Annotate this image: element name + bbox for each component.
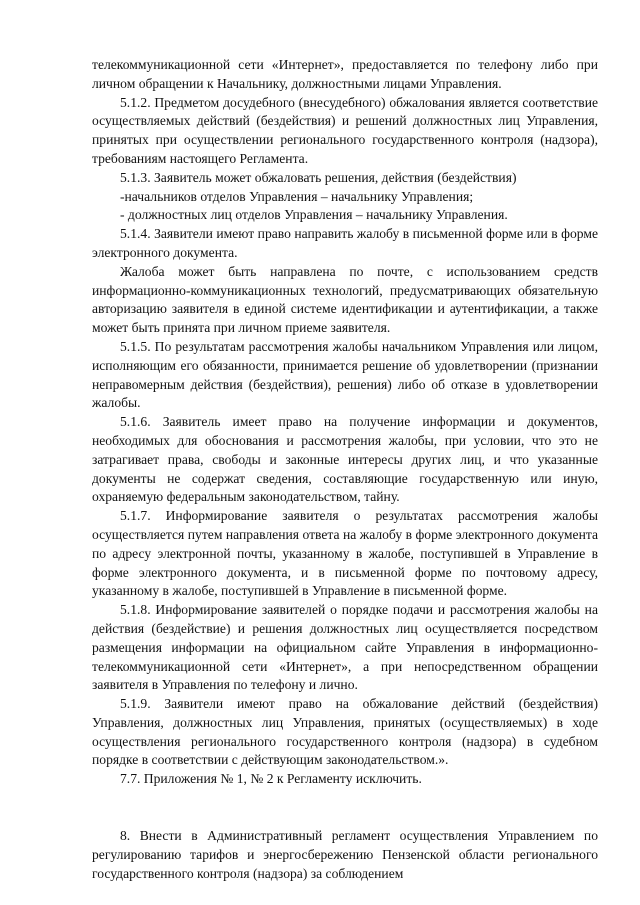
paragraph-5-1-2: 5.1.2. Предметом досудебного (внесудебного) обжалования является соответствие осуществляемых действий (бездействия) и решений должностных лиц Управления, принятых при осуществлении регионального государственного контроля (надзора), требованиям настоящего Регламента. — [92, 94, 598, 166]
paragraph-5-1-6: 5.1.6. Заявитель имеет право на получение информации и документов, необходимых для обоснования и рассмотрения жалобы, при условии, что это не затрагивает права, свободы и законные интересы других лиц, и что указанные документы не содержат сведения, составляющие государственную или иную, охраняемую федеральным законодательством, тайну. — [92, 414, 598, 505]
paragraph-continuation: телекоммуникационной сети «Интернет», предоставляется по телефону либо при личном обращении к Начальнику, должностными лицами Управления. — [92, 57, 598, 91]
paragraph-spacer — [92, 789, 598, 827]
paragraph-7-7: 7.7. Приложения № 1, № 2 к Регламенту исключить. — [120, 771, 422, 787]
paragraph-5-1-3: 5.1.3. Заявитель может обжаловать решения, действия (бездействия) — [120, 169, 517, 185]
paragraph-5-1-4: 5.1.4. Заявители имеют право направить жалобу в письменной форме или в форме электронного документа. — [92, 226, 598, 260]
paragraph-5-1-7: 5.1.7. Информирование заявителя о результатах рассмотрения жалобы осуществляется путем направления ответа на жалобу в форме электронного документа по адресу электронной почты, указанному в жалобе, поступившей в Управление в форме электронного документа, и в письменной форме по почтовому адресу, указанному в жалобе, поступившей в Управление в письменной форме. — [92, 508, 598, 599]
list-item-department-heads: -начальников отделов Управления – начальнику Управления; — [120, 188, 474, 204]
paragraph-complaint-submission: Жалоба может быть направлена по почте, с использованием средств информационно-коммуникационных технологий, предусматривающих обязательную авторизацию заявителя в единой системе идентификации и аутентификации, а также может быть принята при личном приеме заявителя. — [92, 263, 598, 336]
document-page — [92, 56, 598, 883]
paragraph-5-1-8: 5.1.8. Информирование заявителей о порядке подачи и рассмотрения жалобы на действия (бездействие) и решения должностных лиц осуществляется посредством размещения информации на официальном сайте Управления в информационно-телекоммуникационной сети «Интернет», а при непосредственном обращении заявителя в Управления по телефону и лично. — [92, 602, 598, 693]
paragraph-5-1-9: 5.1.9. Заявители имеют право на обжалование действий (бездействия) Управления, должностных лиц Управления, принятых (осуществляемых) в ходе осуществления регионального государственного контроля (надзора) в судебном порядке в соответствии с действующим законодательством.». — [92, 696, 598, 768]
list-item-department-officials: - должностных лиц отделов Управления – начальнику Управления. — [120, 207, 508, 223]
paragraph-5-1-5: 5.1.5. По результатам рассмотрения жалобы начальником Управления или лицом, исполняющим его обязанности, принимается решение об удовлетворении (признании неправомерным действия (бездействия), решения) либо об отказе в удовлетворении жалобы. — [92, 338, 598, 411]
paragraph-8: 8. Внести в Административный регламент осуществления Управлением по регулированию тарифов и энергосбережению Пензенской области регионального государственного контроля (надзора) за соблюдением — [92, 828, 598, 881]
